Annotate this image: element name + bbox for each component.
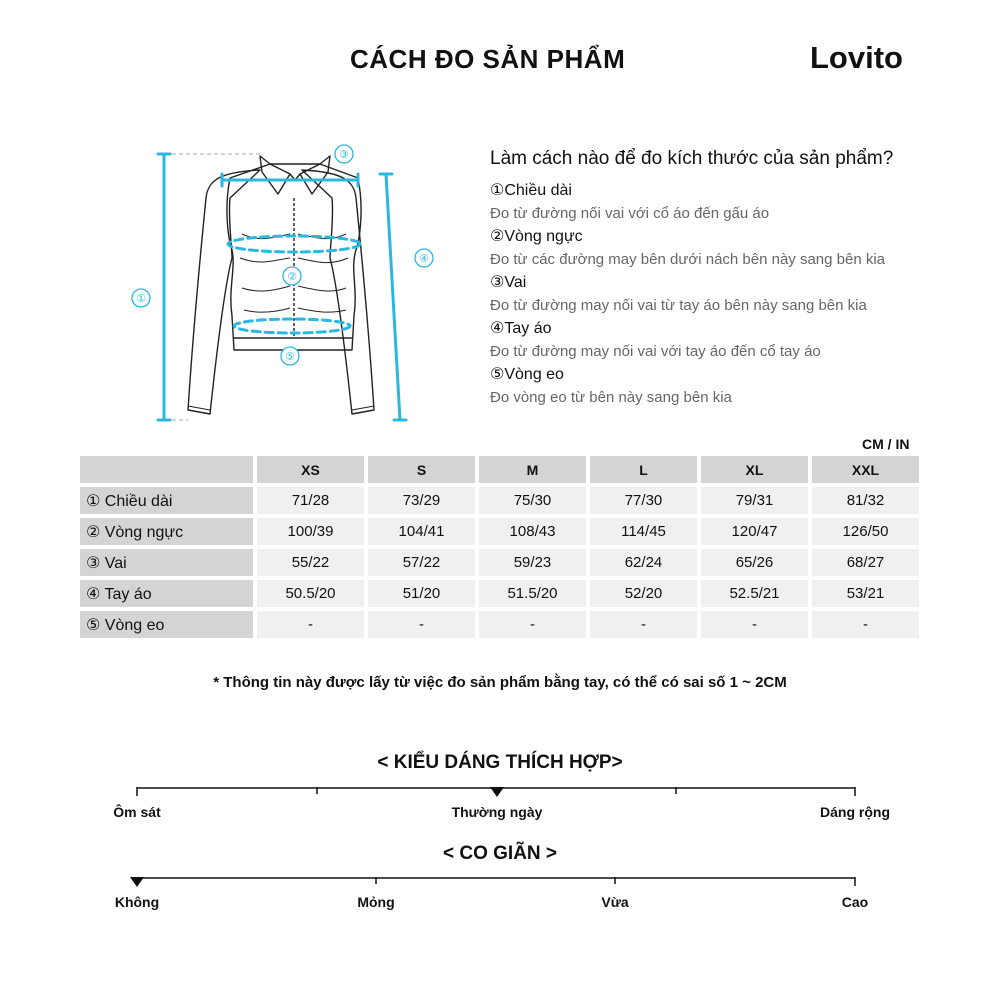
table-cell: 120/47 [701,518,808,545]
stretch-scale [110,872,900,942]
marker-chest: ② [287,270,297,283]
fit-label-regular: Thường ngày [451,804,543,820]
stretch-label-high: Cao [841,894,869,910]
table-corner-cell [80,456,253,483]
table-cell: 104/41 [368,518,475,545]
table-cell: 79/31 [701,487,808,514]
stretch-indicator-icon [130,877,144,887]
size-header: XXL [812,456,919,483]
table-cell: 62/24 [590,549,697,576]
fit-scale [110,782,900,852]
marker-shoulder: ③ [339,148,349,161]
size-table [80,456,920,642]
instruction-desc: Đo vòng eo từ bên này sang bên kia [490,389,732,406]
table-cell: - [701,611,808,638]
table-cell: 108/43 [479,518,586,545]
garment-diagram [120,138,450,428]
stretch-label-medium: Vừa [601,894,629,910]
row-label: ⑤ Vòng eo [80,611,253,638]
table-cell: 100/39 [257,518,364,545]
instruction-name: ④Tay áo [490,320,552,337]
table-cell: 55/22 [257,549,364,576]
table-cell: 51.5/20 [479,580,586,607]
table-cell: 81/32 [812,487,919,514]
table-cell: - [479,611,586,638]
stretch-label-low: Mỏng [357,894,395,910]
stretch-scale-line [110,872,900,892]
table-cell: 50.5/20 [257,580,364,607]
instruction-name: ⑤Vòng eo [490,366,564,383]
page-title: CÁCH ĐO SẢN PHẨM [350,44,626,74]
table-cell: - [368,611,475,638]
table-cell: 52/20 [590,580,697,607]
table-row [80,549,920,580]
table-cell: 65/26 [701,549,808,576]
instruction-item [490,364,970,410]
fit-label-loose: Dáng rộng [820,804,890,820]
stretch-label-none: Không [114,894,160,910]
instructions-title: Làm cách nào để đo kích thước của sản phẩm? [490,148,894,169]
table-cell: 73/29 [368,487,475,514]
table-row [80,518,920,549]
row-label: ③ Vai [80,549,253,576]
instruction-name: ①Chiều dài [490,182,572,199]
table-cell: - [257,611,364,638]
size-header: L [590,456,697,483]
fit-scale-line [110,782,900,802]
instruction-desc: Đo từ các đường may bên dưới nách bên này sang bên kia [490,251,886,268]
table-row [80,487,920,518]
marker-waist: ⑤ [285,350,295,363]
instruction-item [490,180,970,226]
instruction-desc: Đo từ đường nối vai với cổ áo đến gấu áo [490,205,770,222]
measurement-note: * Thông tin này được lấy từ việc đo sản phẩm bằng tay, có thể có sai số 1 ~ 2CM [213,674,787,691]
table-header-row [80,456,920,487]
instruction-item [490,226,970,272]
instruction-item [490,318,970,364]
size-header: XS [257,456,364,483]
instruction-name: ③Vai [490,274,527,291]
size-header: XL [701,456,808,483]
brand-logo: Lovito [810,40,903,75]
table-cell: 68/27 [812,549,919,576]
table-cell: 51/20 [368,580,475,607]
table-cell: 57/22 [368,549,475,576]
table-cell: 114/45 [590,518,697,545]
fit-label-tight: Ôm sát [113,804,161,820]
size-header: M [479,456,586,483]
table-row [80,611,920,642]
table-cell: 126/50 [812,518,919,545]
instruction-name: ②Vòng ngực [490,228,583,245]
instruction-item [490,272,970,318]
stretch-scale-title: < CO GIÃN > [442,843,558,864]
row-label: ④ Tay áo [80,580,253,607]
table-cell: 53/21 [812,580,919,607]
table-cell: 71/28 [257,487,364,514]
fit-scale-title: < KIỂU DÁNG THÍCH HỢP> [377,752,623,773]
row-label: ② Vòng ngực [80,518,253,545]
table-row [80,580,920,611]
instruction-desc: Đo từ đường may nối vai với tay áo đến cổ tay áo [490,343,821,360]
measurement-instructions [490,148,970,410]
table-cell: 59/23 [479,549,586,576]
table-cell: 75/30 [479,487,586,514]
unit-label: CM / IN [862,436,910,452]
marker-sleeve: ④ [419,252,429,265]
marker-length: ① [136,292,146,305]
size-header: S [368,456,475,483]
instruction-desc: Đo từ đường may nối vai từ tay áo bên này sang bên kia [490,297,867,314]
fit-indicator-icon [490,787,504,797]
table-cell: - [590,611,697,638]
table-cell: - [812,611,919,638]
table-cell: 52.5/21 [701,580,808,607]
row-label: ① Chiều dài [80,487,253,514]
table-cell: 77/30 [590,487,697,514]
